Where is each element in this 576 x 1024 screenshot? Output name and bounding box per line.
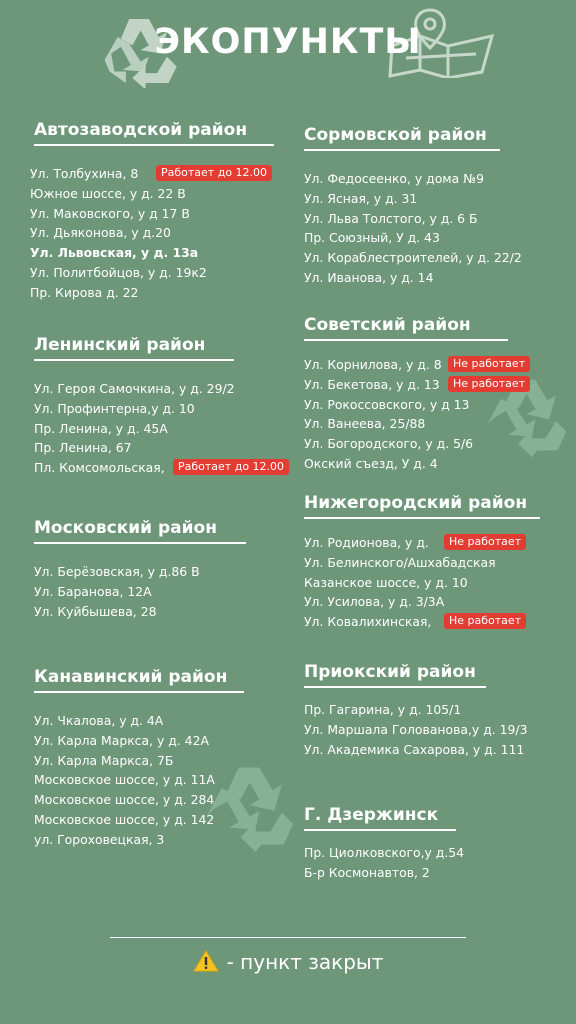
legend-text: - пункт закрыт xyxy=(226,950,384,974)
list-item: Ул. Белинского/Ашхабадская xyxy=(304,554,496,570)
district-title: Ленинский район xyxy=(34,335,206,355)
address-list xyxy=(304,843,464,883)
list-item: Ул. Куйбышева, 28 xyxy=(34,603,157,619)
status-badge: Не работает xyxy=(444,613,526,629)
list-item: Московское шоссе, у д. 284 xyxy=(34,792,215,808)
list-item: Ул. Рокоссовского, у д 13 xyxy=(304,396,470,412)
address-list xyxy=(304,533,540,632)
district-leninsky xyxy=(34,335,285,478)
list-item: Ул. Дьяконова, у д.20 xyxy=(30,225,171,241)
list-item: Московское шоссе, у д. 142 xyxy=(34,811,215,827)
list-item: Ул. Политбойцов, у д. 19к2 xyxy=(30,264,207,280)
list-item: Пр. Ленина, у д. 45А xyxy=(34,420,168,436)
list-item: Ул. Корнилова, у д. 8 Не работает xyxy=(304,355,508,375)
list-item: Ул. Родионова, у д. Не работает xyxy=(304,533,540,553)
list-item: Ул. Бекетова, у д. 13 Не работает xyxy=(304,375,508,395)
list-item: Ул. Берёзовская, у д.86 В xyxy=(34,564,200,579)
district-divider xyxy=(34,691,244,693)
list-item: Ул. Героя Самочкина, у д. 29/2 xyxy=(34,381,235,396)
district-kanavinsky xyxy=(34,667,244,850)
legend xyxy=(0,950,576,974)
address-list xyxy=(34,562,246,621)
list-item: Ул. Маковского, у д 17 В xyxy=(30,205,190,221)
list-item: Ул. Карла Маркса, у д. 42А xyxy=(34,732,209,748)
list-item: Ул. Академика Сахарова, у д. 111 xyxy=(304,741,525,757)
district-divider xyxy=(34,144,274,146)
district-title: Приокский район xyxy=(304,662,476,682)
district-title: Г. Дзержинск xyxy=(304,805,439,825)
list-item: ул. Гороховецкая, 3 xyxy=(34,831,165,847)
list-item: Пр. Союзный, У д. 43 xyxy=(304,230,440,246)
district-divider xyxy=(34,542,246,544)
list-item: Южное шоссе, у д. 22 В xyxy=(30,185,186,201)
page-title: ЭКОПУНКТЫ xyxy=(154,22,422,62)
list-item: Казанское шоссе, у д. 10 xyxy=(304,574,468,590)
district-divider xyxy=(304,339,508,341)
list-item: Московское шоссе, у д. 11А xyxy=(34,772,215,788)
list-item: Ул. Карла Маркса, 7Б xyxy=(34,752,174,768)
district-divider xyxy=(304,517,540,519)
district-priioksky xyxy=(304,662,527,759)
list-item: Ул. Кораблестроителей, у д. 22/2 xyxy=(304,250,522,266)
address-list xyxy=(34,711,244,850)
list-item: Ул. Чкалова, у д. 4А xyxy=(34,713,164,728)
district-divider xyxy=(304,829,456,831)
list-item: Ул. Львовская, у д. 13а xyxy=(30,245,199,261)
list-item: Пр. Кирова д. 22 xyxy=(30,284,139,300)
district-dzerzhinsk xyxy=(304,805,464,883)
district-moskovsky xyxy=(34,518,246,621)
district-divider xyxy=(304,686,486,688)
list-item: Ул. Ясная, у д. 31 xyxy=(304,190,418,206)
district-divider xyxy=(34,359,234,361)
list-item: Ул. Ковалихинская, Не работает xyxy=(304,612,540,632)
address-list xyxy=(304,169,522,288)
district-avtozavodsky xyxy=(30,120,274,303)
district-sovetsky xyxy=(304,315,526,474)
district-title: Нижегородский район xyxy=(304,493,528,513)
list-item: Ул. Льва Толстого, у д. 6 Б xyxy=(304,210,478,226)
list-item: Пр. Циолковского,у д.54 xyxy=(304,845,465,860)
footer-divider xyxy=(110,937,466,938)
list-item: Ул. Баранова, 12А xyxy=(34,583,152,599)
district-title: Автозаводской район xyxy=(34,120,248,140)
district-title: Канавинский район xyxy=(34,667,228,687)
list-item: Ул. Богородского, у д. 5/6 xyxy=(304,436,474,452)
district-title: Советский район xyxy=(304,315,471,335)
status-badge: Не работает xyxy=(448,376,530,392)
warning-icon xyxy=(193,950,219,972)
list-item: Пр. Гагарина, у д. 105/1 xyxy=(304,702,462,717)
list-item: Ул. Иванова, у д. 14 xyxy=(304,269,434,285)
list-item: Ул. Федосеенко, у дома №9 xyxy=(304,171,484,186)
district-title: Московский район xyxy=(34,518,217,538)
district-title: Сормовской район xyxy=(304,125,487,145)
list-item: Ул. Профинтерна,у д. 10 xyxy=(34,400,195,416)
address-list xyxy=(304,700,527,759)
status-badge: Работает до 12.00 xyxy=(156,165,272,181)
list-item: Окский съезд, У д. 4 xyxy=(304,455,438,471)
list-item: Б-р Космонавтов, 2 xyxy=(304,864,430,880)
district-sormovsky xyxy=(304,125,522,288)
list-item: Ул. Усилова, у д. 3/3А xyxy=(304,594,445,610)
status-badge: Не работает xyxy=(448,356,530,372)
address-list xyxy=(30,164,274,303)
list-item: Ул. Толбухина, 8 Работает до 12.00 xyxy=(30,164,274,184)
address-list xyxy=(34,379,285,478)
list-item: Пр. Ленина, 67 xyxy=(34,440,132,456)
status-badge: Не работает xyxy=(444,534,526,550)
list-item: Ул. Ванеева, 25/88 xyxy=(304,416,426,432)
status-badge: Работает до 12.00 xyxy=(173,459,289,475)
address-list xyxy=(304,355,526,474)
list-item: Ул. Маршала Голованова,у д. 19/3 xyxy=(304,721,528,737)
district-nizhegorodsky xyxy=(304,493,540,632)
district-divider xyxy=(304,149,500,151)
list-item: Пл. Комсомольская, Работает до 12.00 xyxy=(34,458,235,478)
